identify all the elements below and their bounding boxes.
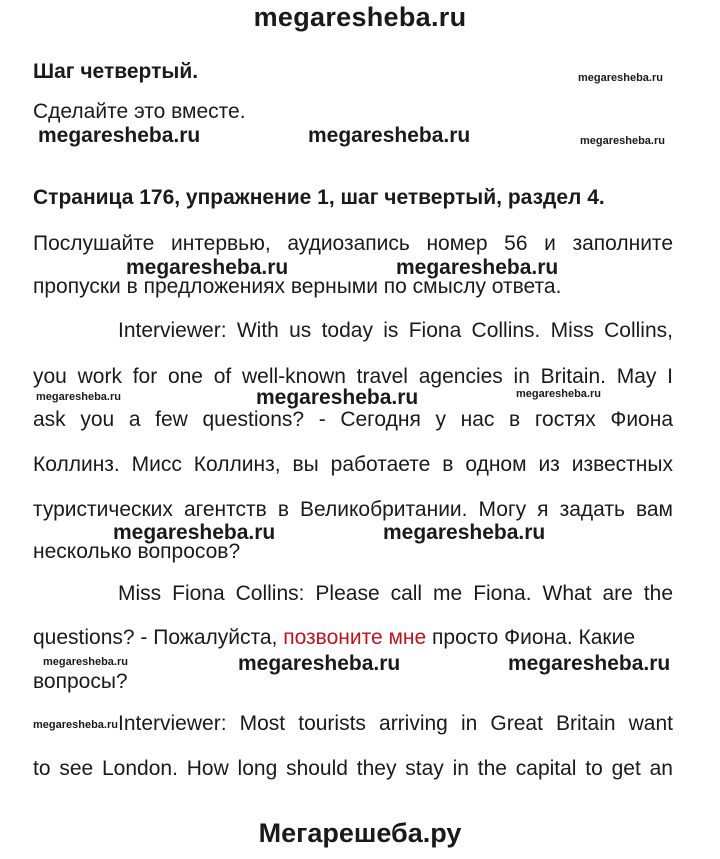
para2-text: questions? - Пожалуйста, [33,626,284,649]
task-line: Послушайте интервью, аудиозапись номер 56 и заполните [33,232,673,255]
watermark: megaresheba.ru [256,386,419,409]
watermark: megaresheba.ru [43,656,128,668]
para1-line: несколько вопросов? [33,540,241,563]
instruction: Сделайте это вместе. [33,100,246,123]
watermark: megaresheba.ru [580,135,665,147]
watermark: megaresheba.ru [36,391,121,403]
task-line: пропуски в предложениях верными по смыслу ответа. [33,275,562,298]
watermark: megaresheba.ru [516,388,601,400]
para2-line: Miss Fiona Collins: Please call me Fiona. What are the [118,582,673,605]
site-footer: Мегарешеба.ру [258,818,462,848]
para2-text: просто Фиона. Какие [426,626,635,649]
section-heading: Страница 176, упражнение 1, шаг четвертый, раздел 4. [33,186,605,209]
para1-line: you work for one of well-known travel agencies in Britain. May I [33,365,673,388]
watermark: megaresheba.ru [308,124,471,147]
para1-line: ask you a few questions? - Сегодня у нас в гостях Фиона [33,408,673,431]
site-header: megaresheba.ru [253,2,467,32]
para2-line [33,626,673,650]
highlighted-phrase: позвоните мне [283,626,427,649]
watermark: megaresheba.ru [578,72,663,84]
watermark: megaresheba.ru [126,256,289,279]
watermark: megaresheba.ru [33,719,118,731]
watermark: megaresheba.ru [238,652,401,675]
watermark: megaresheba.ru [508,652,671,675]
step-title: Шаг четвертый. [33,60,199,83]
watermark: megaresheba.ru [396,256,559,279]
para3-line: Interviewer: Most tourists arriving in Great Britain want [118,712,673,735]
watermark: megaresheba.ru [38,124,201,147]
para1-line: Interviewer: With us today is Fiona Collins. Miss Collins, [118,319,673,342]
para3-line: to see London. How long should they stay in the capital to get an [33,757,673,780]
watermark: megaresheba.ru [383,521,546,544]
para1-line: туристических агентств в Великобритании. Могу я задать вам [33,498,673,521]
para1-line: Коллинз. Мисс Коллинз, вы работаете в одном из известных [33,453,673,476]
watermark: megaresheba.ru [113,521,276,544]
para2-line: вопросы? [33,670,128,693]
